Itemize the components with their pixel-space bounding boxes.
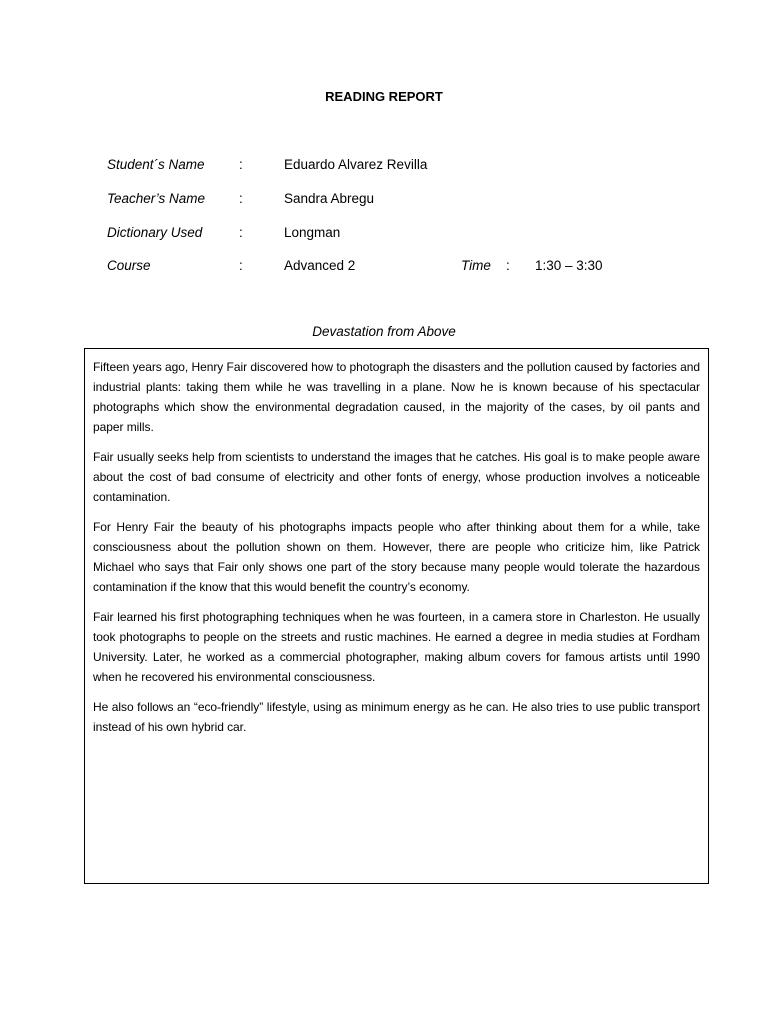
field-row-student [0, 157, 768, 175]
report-title: READING REPORT [325, 89, 443, 104]
dictionary-label: Dictionary Used [107, 225, 203, 240]
time-value: 1:30 – 3:30 [535, 258, 603, 273]
field-colon: : [239, 258, 243, 273]
field-row-course [0, 258, 768, 276]
field-colon: : [239, 157, 243, 172]
paragraph: For Henry Fair the beauty of his photographs impacts people who after thinking about them for a while, take consciousness about the pollution shown on them. However, there are people who criticize him, like Patrick Michael who says that Fair only shows one part of the story because many people would tolerate the hazardous contamination if the know that this would benefit the country’s economy. [93, 520, 700, 594]
student-name-label: Student´s Name [107, 157, 205, 172]
field-row-dictionary [0, 225, 768, 243]
field-colon: : [239, 191, 243, 206]
course-value: Advanced 2 [284, 258, 356, 273]
dictionary-value: Longman [284, 225, 341, 240]
paragraph: Fair learned his first photographing techniques when he was fourteen, in a camera store in Charleston. He usually took photographs to people on the streets and rustic machines. He earned a degree in media studies at Fordham University. Later, he worked as a commercial photographer, making album covers for famous artists until 1990 when he recovered his environmental consciousness. [93, 610, 700, 684]
paragraph: Fifteen years ago, Henry Fair discovered how to photograph the disasters and the pollution caused by factories and industrial plants: taking them while he was travelling in a plane. Now he is known because of his spectacular photographs which show the environmental degradation caused, in the majority of the cases, by oil pants and paper mills. [93, 360, 700, 434]
time-label: Time [461, 258, 491, 273]
paragraph: Fair usually seeks help from scientists to understand the images that he catches. His goal is to make people aware about the cost of bad consume of electricity and other fonts of energy, whose production involves a noticeable contamination. [93, 450, 700, 504]
report-text-box [84, 348, 709, 884]
field-row-teacher [0, 191, 768, 209]
teacher-name-value: Sandra Abregu [284, 191, 375, 206]
field-colon: : [506, 258, 510, 273]
student-name-value: Eduardo Alvarez Revilla [284, 157, 428, 172]
course-label: Course [107, 258, 151, 273]
reading-title: Devastation from Above [312, 324, 456, 339]
paragraph: He also follows an “eco-friendly” lifestyle, using as minimum energy as he can. He also tries to use public transport instead of his own hybrid car. [93, 700, 700, 734]
teacher-name-label: Teacher’s Name [107, 191, 206, 206]
field-colon: : [239, 225, 243, 240]
